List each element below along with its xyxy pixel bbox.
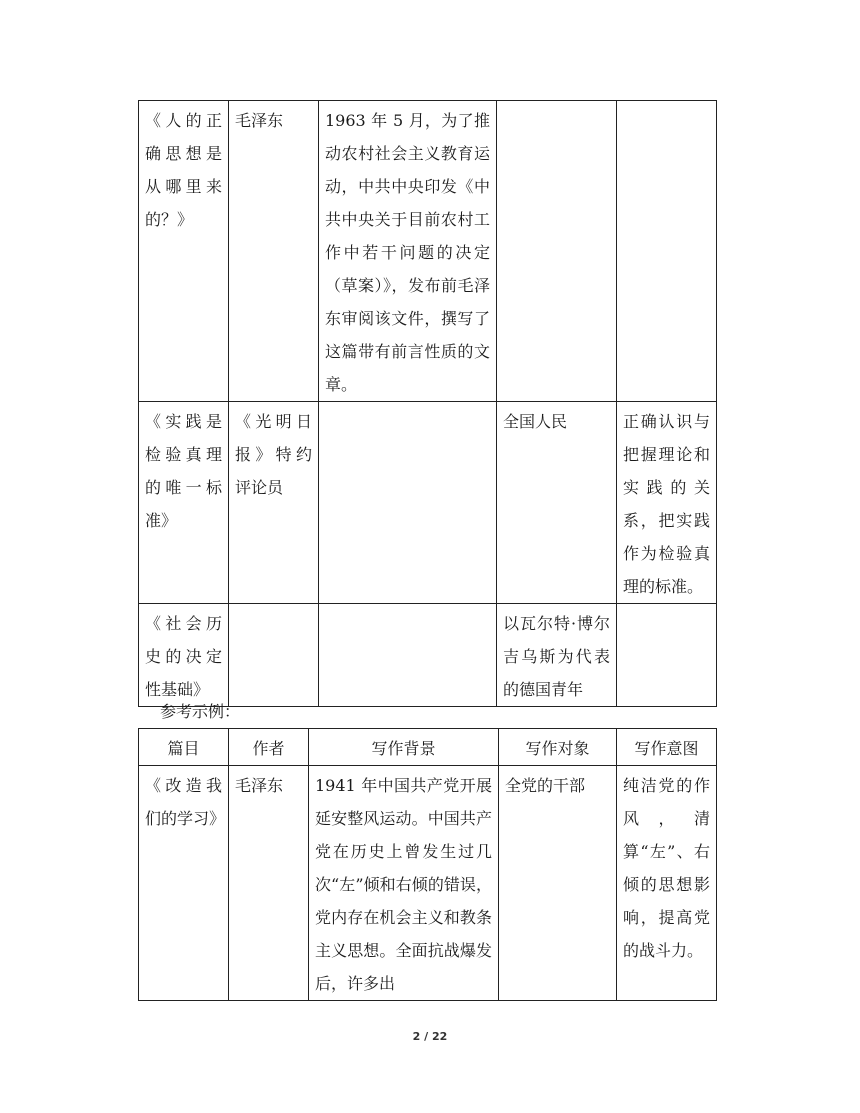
table-header-row (139, 729, 717, 766)
cell-audience: 全党的干部 (499, 766, 617, 1001)
cell-author: 《光明日报》特约评论员 (229, 402, 319, 604)
cell-title: 《实践是检验真理的唯一标准》 (139, 402, 229, 604)
cell-title: 《人的正确思想是从哪里来的？》 (139, 101, 229, 402)
cell-intent (617, 101, 717, 402)
page-number: 2 / 22 (412, 1030, 448, 1043)
cell-author (229, 604, 319, 707)
table-row (139, 101, 717, 402)
cell-background: 1963 年 5 月，为了推动农村社会主义教育运动，中共中央印发《中共中央关于目前农村工作中若干问题的决定（草案）》，发布前毛泽东审阅该文件，撰写了这篇带有前言性质的文章。 (319, 101, 497, 402)
cell-audience: 全国人民 (497, 402, 617, 604)
example-table (138, 728, 717, 1001)
cell-title: 《改造我们的学习》 (139, 766, 229, 1001)
table-row (139, 604, 717, 707)
header-audience: 写作对象 (499, 729, 617, 766)
header-title: 篇目 (139, 729, 229, 766)
header-intent: 写作意图 (617, 729, 717, 766)
cell-background (319, 604, 497, 707)
header-author: 作者 (229, 729, 309, 766)
cell-intent: 正确认识与把握理论和实践的关系，把实践作为检验真理的标准。 (617, 402, 717, 604)
cell-audience (497, 101, 617, 402)
cell-title: 《社会历史的决定性基础》 (139, 604, 229, 707)
cell-author: 毛泽东 (229, 766, 309, 1001)
cell-background: 1941 年中国共产党开展延安整风运动。中国共产党在历史上曾发生过几次“左”倾和右倾的错误，党内存在机会主义和教条主义思想。全面抗战爆发后，许多出 (309, 766, 499, 1001)
header-background: 写作背景 (309, 729, 499, 766)
background-table-continued (138, 100, 717, 707)
cell-intent (617, 604, 717, 707)
example-caption: 参考示例： (160, 702, 241, 721)
cell-audience: 以瓦尔特·博尔吉乌斯为代表的德国青年 (497, 604, 617, 707)
table-row (139, 766, 717, 1001)
cell-author: 毛泽东 (229, 101, 319, 402)
cell-background (319, 402, 497, 604)
table-row (139, 402, 717, 604)
cell-intent: 纯洁党的作风，清算“左”、右倾的思想影响，提高党的战斗力。 (617, 766, 717, 1001)
